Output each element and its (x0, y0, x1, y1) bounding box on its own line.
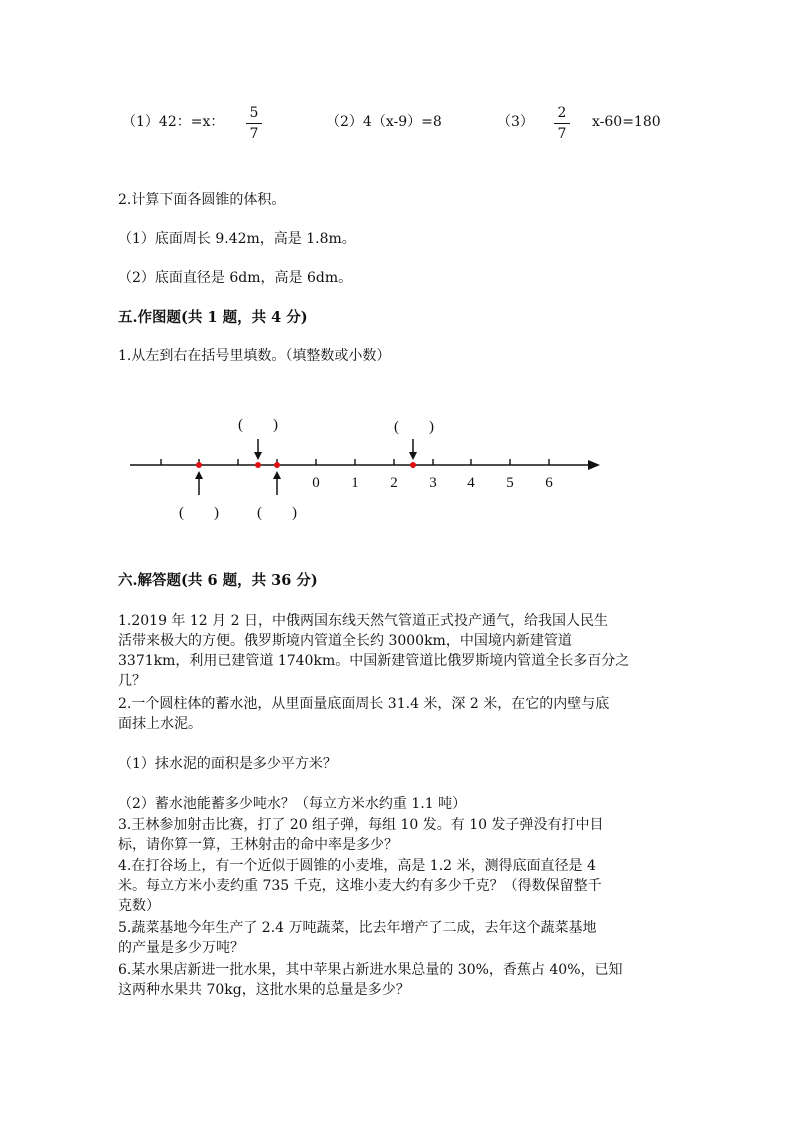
axis-arrowhead (588, 460, 600, 470)
text-line: 2.一个圆柱体的蓄水池，从里面量底面周长 31.4 米，深 2 米，在它的内壁与底 (118, 696, 610, 712)
section-6-question-3 (118, 815, 678, 855)
section-6-question-1 (118, 611, 678, 691)
text-line: 克数） (118, 898, 160, 914)
point-marker (196, 462, 202, 468)
answer-bracket[interactable]: ( ) (394, 419, 434, 435)
answer-bracket[interactable]: ( ) (179, 505, 219, 521)
up-arrowhead-icon (273, 471, 281, 479)
text-line: 标，请你算一算，王林射击的命中率是多少？ (118, 837, 398, 853)
tick-label-2: 2 (390, 475, 398, 491)
text-line: 5.蔬菜基地今年生产了 2.4 万吨蔬菜，比去年增产了二成，去年这个蔬菜基地 (118, 920, 597, 936)
section-6-question-6 (118, 960, 678, 1000)
fraction-bar (246, 123, 262, 124)
fraction-denominator: 7 (249, 126, 259, 142)
text-line: 这两种水果共 70kg，这批水果的总量是多少？ (118, 982, 410, 998)
section-5-heading: 五.作图题(共 1 题，共 4 分) (118, 309, 308, 326)
text-line: 的产量是多少万吨？ (118, 940, 244, 956)
fraction-numerator: 2 (557, 105, 567, 121)
equation-1: （1）42：=x： (122, 114, 225, 130)
section-6-heading: 六.解答题(共 6 题，共 36 分) (118, 572, 318, 589)
equation-3-suffix: x-60=180 (592, 114, 661, 130)
down-arrowhead-icon (254, 452, 262, 460)
fraction-denominator: 7 (557, 126, 567, 142)
section-6-question-4 (118, 856, 678, 916)
text-line: 活带来极大的方便。俄罗斯境内管道全长约 3000km，中国境内新建管道 (118, 633, 572, 649)
section-5-question-1: 1.从左到右在括号里填数。（填整数或小数） (118, 348, 391, 364)
section-6-question-5 (118, 918, 678, 958)
text-line: 6.某水果店新进一批水果，其中苹果占新进水果总量的 30%，香蕉占 40%，已知 (118, 962, 623, 978)
point-marker (410, 462, 416, 468)
tick-label-1: 1 (351, 475, 359, 491)
tick-label-6: 6 (545, 475, 553, 491)
text-line: 1.2019 年 12 月 2 日，中俄两国东线天然气管道正式投产通气，给我国人民生 (118, 613, 608, 629)
text-line: 面抹上水泥。 (118, 716, 202, 732)
tick-label-5: 5 (506, 475, 514, 491)
tick-label-0: 0 (312, 475, 320, 491)
section-6-question-2-sub-2: （2）蓄水池能蓄多少吨水？（每立方米水约重 1.1 吨） (118, 796, 467, 812)
text-line: 米。每立方米小麦约重 735 千克，这堆小麦大约有多少千克？（得数保留整千 (118, 878, 602, 894)
tick-label-4: 4 (467, 475, 475, 491)
fraction-bar (554, 123, 570, 124)
number-line-figure (0, 405, 794, 525)
text-line: 3371km，利用已建管道 1740km。中国新建管道比俄罗斯境内管道全长多百分之 (118, 653, 630, 669)
down-arrowhead-icon (409, 452, 417, 460)
question-2-item-1: （1）底面周长 9.42m，高是 1.8m。 (118, 231, 356, 247)
up-arrowhead-icon (195, 471, 203, 479)
equation-3-prefix: （3） (497, 114, 534, 130)
point-marker (274, 462, 280, 468)
question-2-title: 2.计算下面各圆锥的体积。 (118, 192, 286, 208)
answer-bracket[interactable]: ( ) (238, 417, 278, 433)
text-line: 4.在打谷场上，有一个近似于圆锥的小麦堆，高是 1.2 米，测得底面直径是 4 (118, 858, 596, 874)
point-marker (255, 462, 261, 468)
answer-bracket[interactable]: ( ) (257, 505, 297, 521)
equation-2: （2）4（x-9）=8 (326, 114, 442, 130)
section-6-question-2 (118, 694, 678, 734)
tick-label-3: 3 (429, 475, 437, 491)
fraction-2-7 (554, 104, 570, 143)
text-line: 3.王林参加射击比赛，打了 20 组子弹，每组 10 发。有 10 发子弹没有打中目 (118, 817, 604, 833)
fraction-numerator: 5 (249, 105, 259, 121)
section-6-question-2-sub-1: （1）抹水泥的面积是多少平方米？ (118, 756, 337, 772)
fraction-5-7 (246, 104, 262, 143)
tick-marks (161, 459, 549, 465)
question-2-item-2: （2）底面直径是 6dm，高是 6dm。 (118, 270, 353, 286)
text-line: 几？ (118, 673, 146, 689)
